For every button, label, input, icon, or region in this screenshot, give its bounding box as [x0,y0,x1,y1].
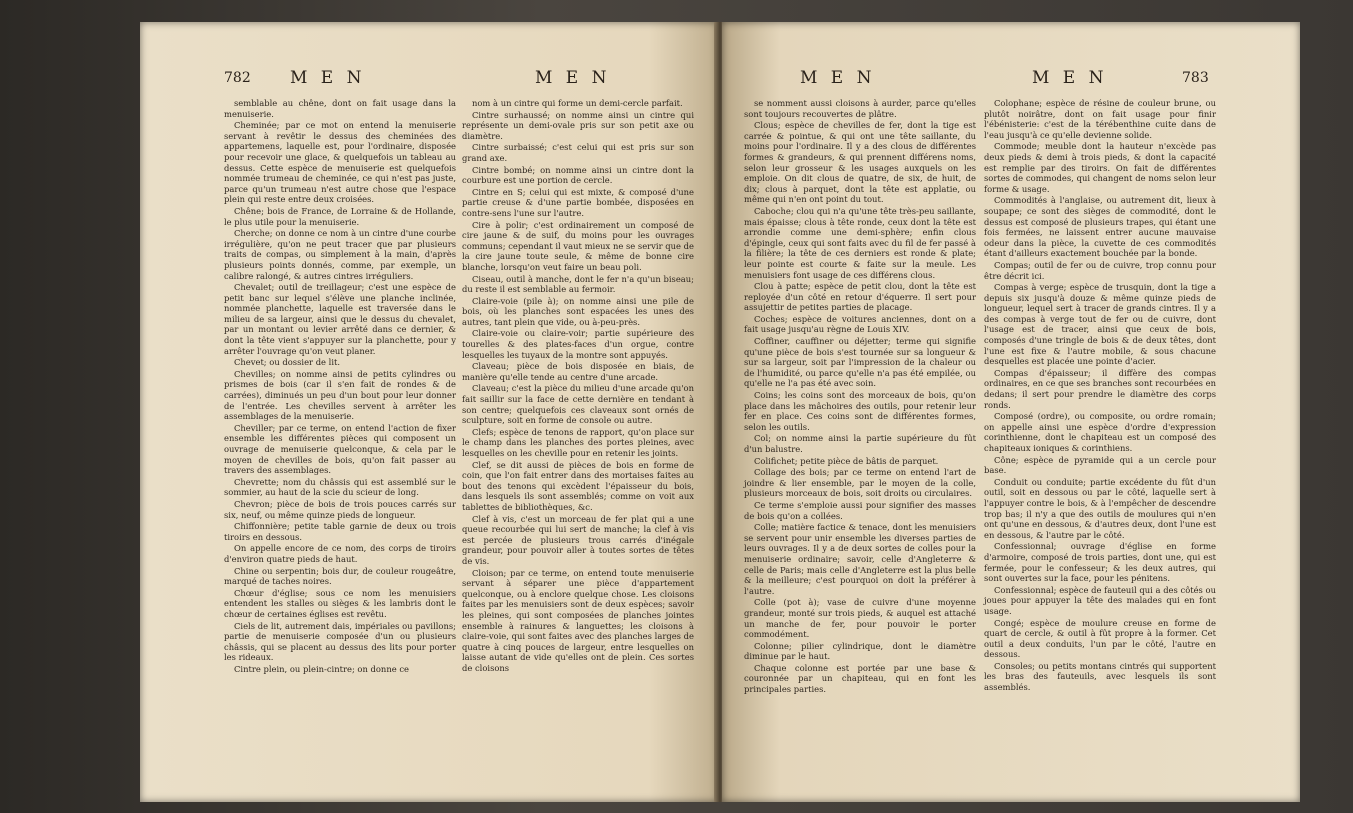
entry-paragraph: Cône; espèce de pyramide qui a un cercle pour base. [984,454,1216,476]
entry-paragraph: Compas; outil de fer ou de cuivre, trop connu pour être décrit ici. [984,259,1216,281]
entry-paragraph: Coffiner, cauffiner ou déjetter; terme qui signifie qu'une pièce de bois s'est tournée sur sa longueur & sur sa largeur, soit par l'impression de la chaleur ou de l'humidité, ou parce qu'elle n'a pas été empilée, ou qu'elle ne l'a pas été avec soin. [744,336,976,389]
left-header-right: M E N [535,68,611,88]
entry-paragraph: Chevalet; outil de treillageur; c'est une espèce de petit banc sur lequel s'élève une planche inclinée, nommée planchette, laquelle est traversée dans le milieu de sa largeur, ainsi que le dessus du chevalet, par un montant ou levier arrêté dans ce dernier, & dont la tête vient s'appuyer sur la planchette, pour y arrêter l'ouvrage qu'on veut planer. [224,282,456,356]
entry-paragraph: Cire à polir; c'est ordinairement un composé de cire jaune & de suif, du moins pour les ouvrages communs; cependant il vaut mieux ne se servir que de la cire jaune toute seule, & même de bonne cire blanche, lorsqu'on veut faire un beau poli. [462,219,694,272]
open-book [140,22,1300,802]
entry-paragraph: Chine ou serpentin; bois dur, de couleur rougeâtre, marqué de taches noires. [224,565,456,587]
entry-paragraph: Commodités à l'anglaise, ou autrement dit, lieux à soupape; ce sont des sièges de commodité, dont le dessus est composé de plusieurs trapes, qui étant une fois fermées, ne laissent entrer aucune mauvaise odeur dans la pièce, la cuvette de ces commodités étant d'ailleurs exactement bouchée par la bonde. [984,195,1216,259]
left-column-2 [462,98,694,674]
entry-paragraph: Commode; meuble dont la hauteur n'excède pas deux pieds & demi à trois pieds, & dont la capacité est remplie par des tiroirs. On fait de différentes sortes de commodes, qui changent de noms selon leur forme & usage. [984,141,1216,194]
entry-paragraph: Colonne; pilier cylindrique, dont le diamètre diminue par le haut. [744,640,976,662]
entry-paragraph: Ciels de lit, autrement dais, impériales ou pavillons; partie de menuiserie composée d'un ou plusieurs châssis, qui se placent au dessus des lits pour porter les rideaux. [224,620,456,663]
right-column-1 [744,98,976,696]
right-page [722,22,1300,802]
entry-paragraph: nom à un cintre qui forme un demi-cercle parfait. [472,98,683,108]
entry-paragraph: Chêne; bois de France, de Lorraine & de Hollande, le plus utile pour la menuiserie. [224,205,456,227]
entry-paragraph: Chevron; pièce de bois de trois pouces carrés sur six, neuf, ou même quinze pieds de longueur. [224,498,456,520]
right-column-2 [984,98,1216,694]
right-page-number: 783 [1182,70,1209,86]
entry-paragraph: Clou à patte; espèce de petit clou, dont la tête est reployée d'un côté en retour d'équerre. Il sert pour assujettir de petites parties de placage. [744,281,976,313]
entry-paragraph: On appelle encore de ce nom, des corps de tiroirs d'environ quatre pieds de haut. [224,543,456,564]
entry-paragraph: Cintre bombé; on nomme ainsi un cintre dont la courbure est une portion de cercle. [462,164,694,186]
right-header-left: M E N [800,68,876,88]
entry-paragraph: Cloison; par ce terme, on entend toute menuiserie servant à séparer une pièce d'appartement quelconque, ou à enclore quelque chose. Les cloisons faites par les menuisiers sont de deux espèces; savoir les pleines, qui sont composées de planches jointes ensemble à rainures & languettes; les cloisons à claire-voie, qui sont faites avec des planches larges de quatre à cinq pouces de largeur, entre lesquelles on laisse autant de vide qu'elles ont de plein. Ces sortes de cloisons [462,567,694,673]
entry-paragraph: Claveau; c'est la pièce du milieu d'une arcade qu'on fait saillir sur la face de cette dernière en tendant à son centre; quelquefois ces claveaux sont ornés de sculpture, soit en forme de console ou autre. [462,383,694,426]
entry-paragraph: Cheviller; par ce terme, on entend l'action de fixer ensemble les différentes pièces qui composent un ouvrage de menuiserie quelconque, & cela par le moyen de chevilles de bois, qu'on fait passer au travers des assemblages. [224,422,456,476]
entry-paragraph: Ciseau, outil à manche, dont le fer n'a qu'un biseau; du reste il est semblable au fermoir. [462,273,694,295]
entry-paragraph: Ce terme s'emploie aussi pour signifier des masses de bois qu'on a collées. [744,499,976,521]
entry-paragraph: Conduit ou conduite; partie excédente du fût d'un outil, soit en dessous ou par le côté, laquelle sert à l'appuyer contre le bois, & à l'empêcher de descendre trop bas; il n'y a que des outils de moulures qui n'en ont qu'une en dessous, & d'autres deux, dont l'une est en dessous, & l'autre par le côté. [984,476,1216,540]
right-header-right: M E N [1032,68,1108,88]
entry-paragraph: Collage des bois; par ce terme on entend l'art de joindre & lier ensemble, par le moyen de la colle, plusieurs morceaux de bois, soit droits ou circulaires. [744,467,976,499]
entry-paragraph: Chiffonnière; petite table garnie de deux ou trois tiroirs en dessous. [224,521,456,542]
entry-paragraph: Cherche; on donne ce nom à un cintre d'une courbe irrégulière, qu'on ne peut tracer que par plusieurs traits de compas, ou simplement à la main, d'après plusieurs points donnés, comme, par exemple, un calibre ralongé, & autres cintres irréguliers. [224,228,456,281]
entry-paragraph: Coches; espèce de voitures anciennes, dont on a fait usage jusqu'au règne de Louis XIV. [744,313,976,335]
entry-paragraph: Clef à vis, c'est un morceau de fer plat qui a une queue recourbée qui lui sert de manche; la clef à vis est percée de plusieurs trous carrés d'inégale grandeur, pour pouvoir aller à toutes sortes de têtes de vis. [462,513,694,566]
entry-paragraph: Compas à verge; espèce de trusquin, dont la tige a depuis six jusqu'à douze & même quinze pieds de longueur, lequel sert à tracer de grands cintres. Il y a des compas à verge tout de fer ou de cuivre, dont l'usage est de tracer, ainsi que ceux de bois, composés d'une tringle de bois & de deux têtes, dont l'une est fixe & l'autre mobile, & sous chacune desquelles est placée une pointe d'acier. [984,282,1216,367]
entry-paragraph: Colifichet; petite pièce de bâtis de parquet. [754,455,939,466]
entry-paragraph: Chaque colonne est portée par une base & couronnée par un chapiteau, qui en font les principales parties. [744,662,976,695]
entry-paragraph: Cheminée; par ce mot on entend la menuiserie servant à revêtir le dessus des cheminées des appartemens, laquelle est, pour l'ordinaire, disposée pour recevoir une glace, & quelquefois un tableau au dessus. Cette espèce de menuiserie est quelquefois nommée trumeau de cheminée, ce qui n'est pas juste, parce qu'un trumeau n'est autre chose que l'espace plein qui reste entre deux croisées. [224,120,456,205]
left-header-left: M E N [290,68,366,88]
entry-paragraph: Clefs; espèce de tenons de rapport, qu'on place sur le champ dans les planches des portes pleines, avec lesquelles on les cheville pour en retenir les joints. [462,426,694,458]
entry-paragraph: Chœur d'église; sous ce nom les menuisiers entendent les stalles ou sièges & les lambris dont le chœur de certaines églises est revêtu. [224,587,456,619]
entry-paragraph: Colophane; espèce de résine de couleur brune, ou plutôt noirâtre, dont on fait usage pour finir l'ébénisterie: c'est de la térébenthine cuite dans de l'eau jusqu'à ce qu'elle devienne solide. [984,98,1216,140]
entry-paragraph: Consoles; ou petits montans cintrés qui supportent les bras des fauteuils, avec lesquels ils sont assemblés. [984,660,1216,693]
left-page-number: 782 [224,70,251,86]
entry-paragraph: Claveau; pièce de bois disposée en biais, de manière qu'elle tende au centre d'une arcade. [462,361,694,382]
entry-paragraph: Cintre surhaussé; on nomme ainsi un cintre qui représente un demi-ovale pris sur son petit axe ou diamètre. [462,109,694,141]
entry-paragraph: Claire-voie (pile à); on nomme ainsi une pile de bois, où les planches sont espacées les unes des autres, tant plein que vide, ou à-peu-près. [462,295,694,327]
entry-paragraph: Caboche; clou qui n'a qu'une tête très-peu saillante, mais épaisse; clous à tête ronde, ceux dont la tête est arrondie comme une demi-sphère; enfin clous d'épingle, ceux qui sont faits avec du fil de fer passé à la filière; la tête de ces derniers est ronde & plate; leur pointe est courte & faite sur la meule. Les menuisiers font usage de ces différens clous. [744,205,976,280]
entry-paragraph: Chevet; ou dossier de lit. [234,357,341,368]
left-page [140,22,718,802]
entry-paragraph: Coins; les coins sont des morceaux de bois, qu'on place dans les mâchoires des outils, pour retenir leur fer en place. Ces coins sont de différentes formes, selon les outils. [744,390,976,432]
entry-paragraph: Confessionnal; ouvrage d'église en forme d'armoire, composé de trois parties, dont une, qui est fermée, pour le confesseur; & les deux autres, qui sont ouvertes sur la face, pour les pénitens. [984,541,1216,584]
entry-paragraph: Cintre surbaissé; c'est celui qui est pris sur son grand axe. [462,142,694,163]
entry-paragraph: Cintre plein, ou plein-cintre; on donne ce [234,663,409,674]
entry-paragraph: Cintre en S; celui qui est mixte, & composé d'une partie creuse & d'une partie bombée, disposées en contre-sens l'une sur l'autre. [462,186,694,218]
entry-paragraph: Composé (ordre), ou composite, ou ordre romain; on appelle ainsi une espèce d'ordre d'expression corinthienne, dont le chapiteau est un composé des chapiteaux ioniques & corinthiens. [984,411,1216,453]
entry-paragraph: Confessionnal; espèce de fauteuil qui a des côtés ou joues pour appuyer la tête des malades qui en font usage. [984,584,1216,616]
left-column-1 [224,98,456,675]
entry-paragraph: Clef, se dit aussi de pièces de bois en forme de coin, que l'on fait entrer dans des mortaises faites au bout des tenons qui excèdent l'épaisseur du bois, dans lesquels ils sont assemblés; comme on voit aux tablettes de bibliothèques, &c. [462,459,694,512]
entry-paragraph: Congé; espèce de moulure creuse en forme de quart de cercle, & outil à fût propre à la former. Cet outil a deux conduits, l'un par le côté, l'autre en dessous. [984,617,1216,660]
entry-paragraph: semblable au chêne, dont on fait usage dans la menuiserie. [224,98,456,119]
entry-paragraph: Chevrette; nom du châssis qui est assemblé sur le sommier, au haut de la scie du scieur de long. [224,476,456,498]
entry-paragraph: Colle; matière factice & tenace, dont les menuisiers se servent pour unir ensemble les diverses parties de leurs ouvrages. Il y a de deux sortes de colles pour la menuiserie ordinaire; savoir, celle d'Angleterre & celle de Paris; mais celle d'Angleterre est la plus belle & la meilleure; c'est pourquoi on doit la préférer à l'autre. [744,522,976,596]
entry-paragraph: Clous; espèce de chevilles de fer, dont la tige est carrée & pointue, & qui ont une tête saillante, du moins pour l'ordinaire. Il y a des clous de différentes formes & grandeurs, & qui prennent différens noms, selon leur grosseur & les usages auxquels on les emploie. On dit clous de quatre, de six, de huit, de dix; clous à parquet, dont la tête est applatie, ou même qui n'en ont point du tout. [744,120,976,205]
entry-paragraph: Col; on nomme ainsi la partie supérieure du fût d'un balustre. [744,433,976,454]
entry-paragraph: Chevilles; on nomme ainsi de petits cylindres ou prismes de bois (car il s'en fait de rondes & de carrées), diminués un peu d'un bout pour leur donner de l'entrée. Les chevilles servent à arrêter les assemblages de la menuiserie. [224,368,456,422]
entry-paragraph: Compas d'épaisseur; il diffère des compas ordinaires, en ce que ses branches sont recourbées en dedans; il sert pour prendre le diamètre des corps ronds. [984,367,1216,410]
entry-paragraph: Claire-voie ou claire-voir; partie supérieure des tourelles & des plates-faces d'un orgue, contre lesquelles les tuyaux de la montre sont appuyés. [462,328,694,360]
entry-paragraph: se nomment aussi cloisons à aurder, parce qu'elles sont toujours recouvertes de plâtre. [744,98,976,119]
entry-paragraph: Colle (pot à); vase de cuivre d'une moyenne grandeur, monté sur trois pieds, & auquel est attaché un manche de fer, pour pouvoir le porter commodément. [744,597,976,640]
